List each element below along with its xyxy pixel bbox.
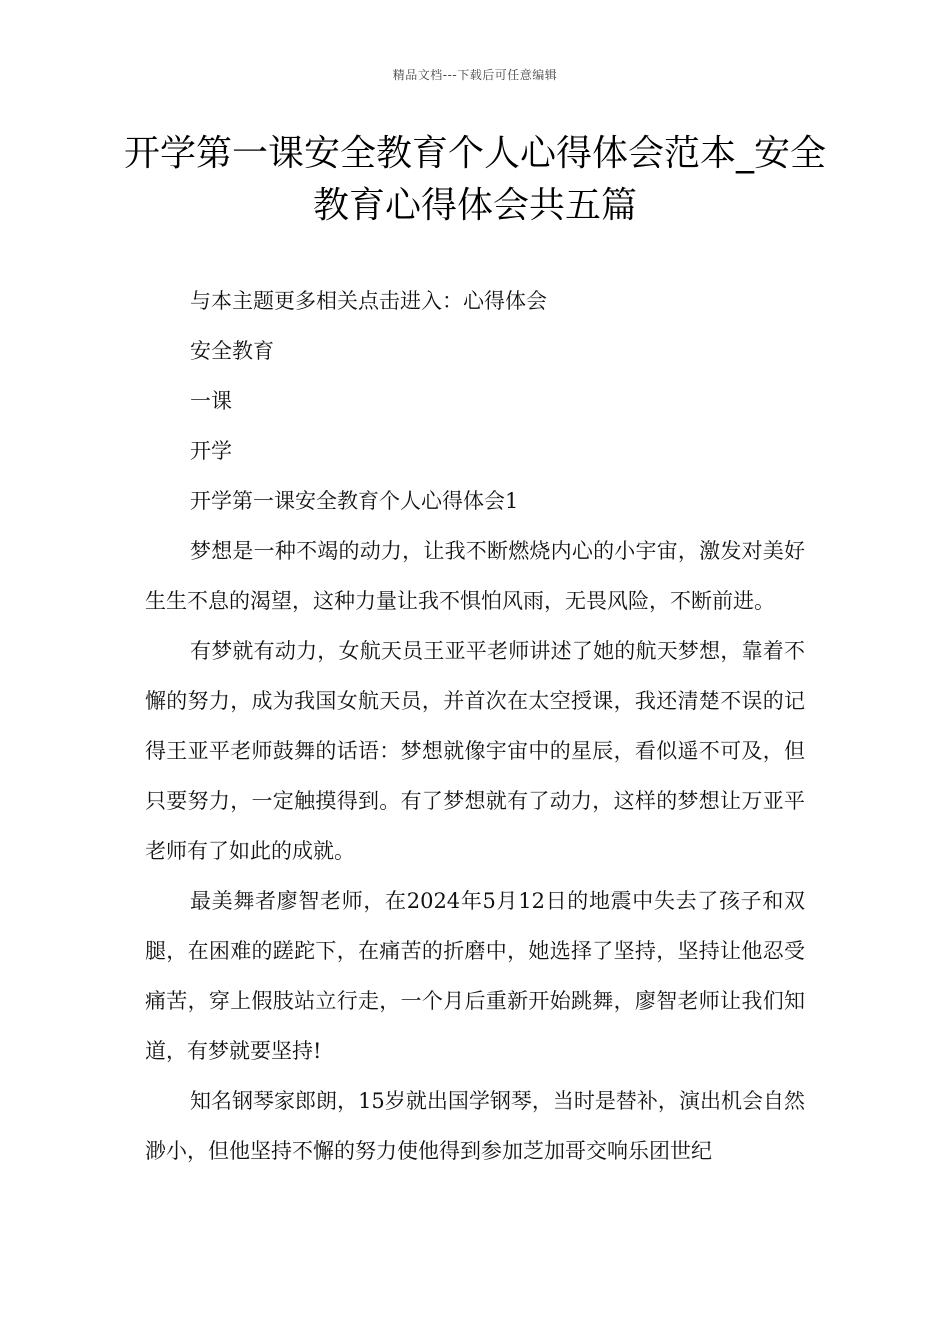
related-topics-line (145, 276, 805, 326)
related-link-yike[interactable]: 一课 (190, 389, 232, 413)
related-topics-line (145, 376, 805, 426)
body-paragraph: 梦想是一种不竭的动力，让我不断燃烧内心的小宇宙，激发对美好生生不息的渴望，这种力量让我不惧怕风雨，无畏风险，不断前进。 (145, 539, 805, 613)
document-body (145, 276, 805, 1176)
related-link-xindetihui[interactable]: 心得体会 (463, 289, 547, 313)
body-paragraph: 最美舞者廖智老师，在2024年5月12日的地震中失去了孩子和双腿，在困难的蹉跎下，在痛苦的折磨中，她选择了坚持，坚持让他忍受痛苦，穿上假肢站立行走，一个月后重新开始跳舞，廖智老师让我们知道，有梦就要坚持! (145, 889, 805, 1063)
body-paragraph: 知名钢琴家郎朗，15岁就出国学钢琴，当时是替补，演出机会自然渺小，但他坚持不懈的努力使他得到参加芝加哥交响乐团世纪 (145, 1089, 805, 1163)
page-header-note: 精品文档---下载后可任意编辑 (392, 68, 558, 82)
related-link-kaixue[interactable]: 开学 (190, 439, 232, 463)
document-title: 开学第一课安全教育个人心得体会范本_安全教育心得体会共五篇 (123, 133, 826, 226)
body-paragraph: 有梦就有动力，女航天员王亚平老师讲述了她的航天梦想，靠着不懈的努力，成为我国女航天员，并首次在太空授课，我还清楚不误的记得王亚平老师鼓舞的话语：梦想就像宇宙中的星辰，看似遥不可及，但只要努力，一定触摸得到。有了梦想就有了动力，这样的梦想让万亚平老师有了如此的成就。 (145, 639, 805, 863)
related-prefix: 与本主题更多相关点击进入： (190, 289, 463, 313)
related-topics-line (145, 326, 805, 376)
related-topics-line (145, 426, 805, 476)
section-heading: 开学第一课安全教育个人心得体会1 (190, 489, 519, 513)
related-link-anquanjiaoyu[interactable]: 安全教育 (190, 339, 274, 363)
